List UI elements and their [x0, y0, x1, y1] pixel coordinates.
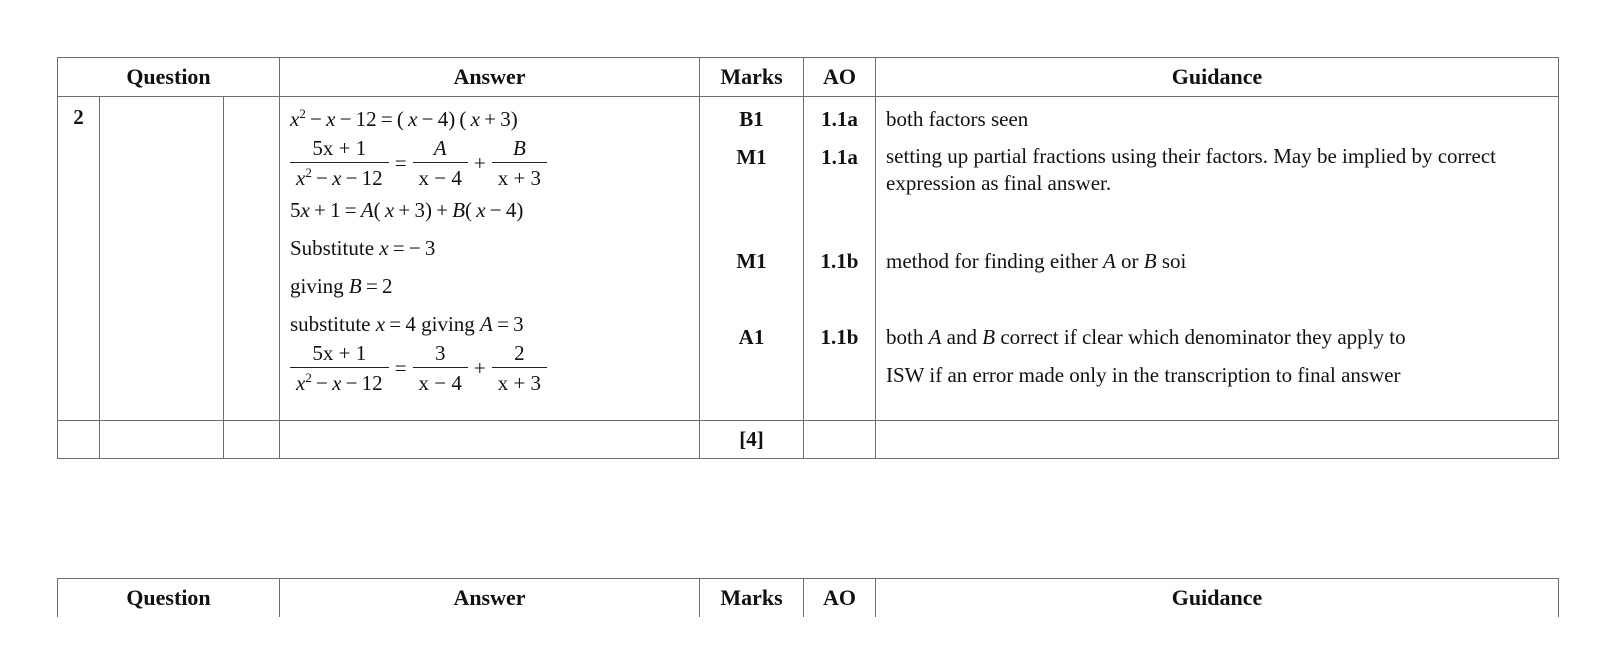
header-question: Question: [58, 58, 280, 97]
guidance-cell: both factors seen setting up partial fractions using their factors. May be implied by correct expression as final answer. method for finding either A or B soi both A and B correct if clear which denominator they apply to ISW if an error made only in the transcription to final answer: [876, 97, 1559, 421]
answer-final: $\frac{5x + 1}{x^2 - x - 12}$ = $\frac{3}{x - 4}$ + $\frac{2}{x + 3}$: [290, 343, 699, 393]
mark-scheme-table-continued: [57, 578, 1559, 617]
header-question: Question: [58, 579, 280, 618]
answer-identity: 5x + 1 = A( x + 3) + B( x − 4): [290, 198, 524, 222]
header-answer: Answer: [280, 579, 700, 618]
fraction-lhs: $\frac{5x + 1}{x^2 - x - 12}$: [290, 136, 389, 190]
header-ao: AO: [804, 58, 876, 97]
question-part-cell: [100, 97, 224, 421]
answer-cell: [280, 97, 700, 421]
answer-partial-setup: $\frac{5x + 1}{x^2 - x - 12}$ = $\frac{A}{x - 4}$ + $\frac{B}{x + 3}$: [290, 135, 699, 191]
header-row: [58, 58, 1559, 97]
header-row-2: [58, 579, 1559, 618]
header-marks: Marks: [700, 58, 804, 97]
guidance-method: method for finding either A or B soi: [886, 249, 1187, 273]
answer-substitute: Substitute x = − 3: [290, 236, 436, 260]
header-answer: Answer: [280, 58, 700, 97]
fraction-a: $\frac{A}{x - 4}$: [413, 136, 468, 190]
total-marks: [4]: [700, 421, 804, 459]
total-row: [58, 421, 1559, 459]
answer-giving-b: giving B = 2: [290, 274, 393, 298]
ao-cell: 1.1a 1.1a 1.1b 1.1b: [804, 97, 876, 421]
guidance-both-correct: both A and B correct if clear which denominator they apply to: [886, 325, 1406, 349]
header-ao: AO: [804, 579, 876, 618]
question-row: [58, 97, 1559, 421]
question-number: 2: [58, 97, 100, 421]
answer-factorise: $x^2 - x - 12$ = ( x − 4) ( x + 3): [290, 106, 518, 131]
header-marks: Marks: [700, 579, 804, 618]
question-subpart-cell: [224, 97, 280, 421]
header-guidance: Guidance: [876, 579, 1559, 618]
mark-scheme-table: [57, 57, 1559, 459]
answer-substitute-4: substitute x = 4 giving A = 3: [290, 312, 524, 336]
marks-cell: B1 M1 M1 A1: [700, 97, 804, 421]
header-guidance: Guidance: [876, 58, 1559, 97]
fraction-b: $\frac{B}{x + 3}$: [492, 136, 547, 190]
